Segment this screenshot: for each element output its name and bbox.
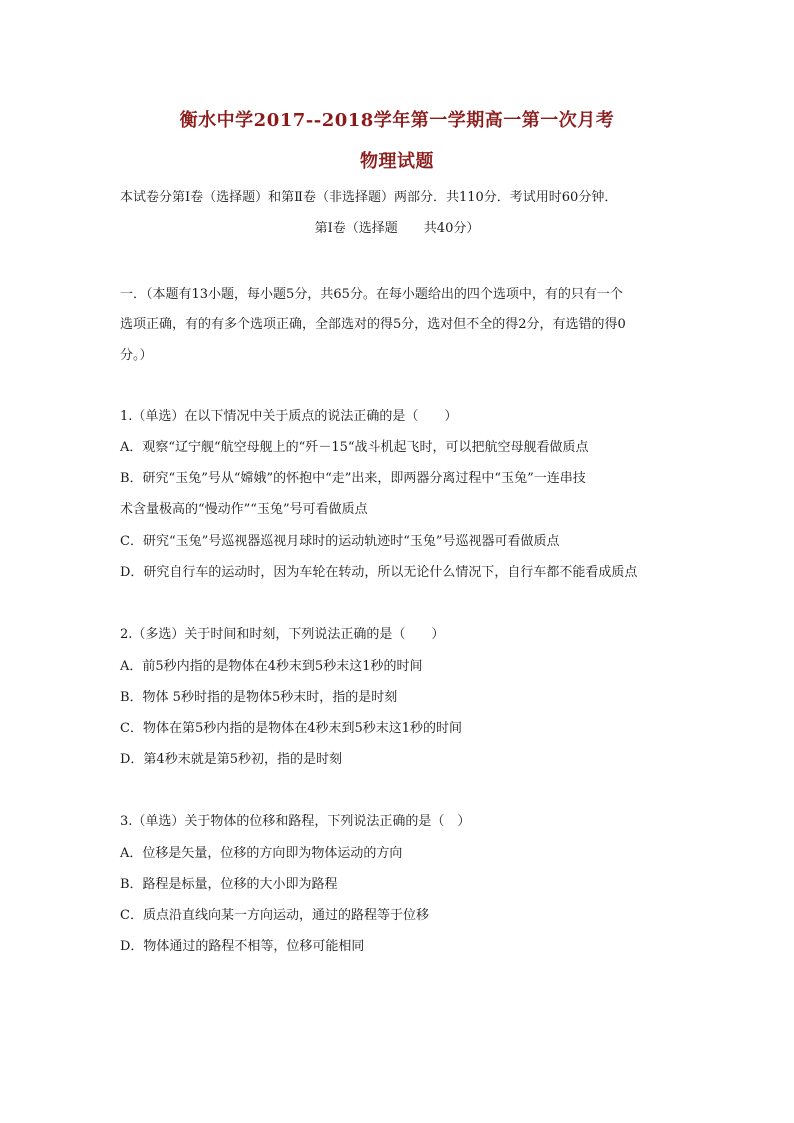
part-title: 第Ⅰ卷（选择题 共40分） xyxy=(314,221,480,236)
question-1-option-a: A．观察“辽宁舰“航空母舰上的“歼－15“战斗机起飞时，可以把航空母舰看做质点 xyxy=(120,440,589,455)
question-1-stem: 1.（单选）在以下情况中关于质点的说法正确的是（ ） xyxy=(120,409,458,424)
question-2-option-c: C．物体在第5秒内指的是物体在4秒末到5秒末这1秒的时间 xyxy=(120,721,463,736)
question-3-stem: 3.（单选）关于物体的位移和路程，下列说法正确的是（ ） xyxy=(120,814,471,829)
question-1-option-b-continued: 术含量极高的“慢动作”“玉兔”号可看做质点 xyxy=(120,502,368,517)
question-3-option-d: D．物体通过的路程不相等，位移可能相同 xyxy=(120,939,365,954)
question-2-option-d: D．第4秒末就是第5秒初，指的是时刻 xyxy=(120,752,342,767)
question-1-option-c: C．研究“玉兔”号巡视器巡视月球时的运动轨迹时“玉兔”号巡视器可看做质点 xyxy=(120,534,560,549)
question-3-option-b: B．路程是标量，位移的大小即为路程 xyxy=(120,877,338,892)
section-instruction-line-2: 选项正确，有的有多个选项正确，全部选对的得5分，选对但不全的得2分，有选错的得0 xyxy=(120,317,626,332)
question-1-option-b: B．研究“玉兔”号从“嫦娥”的怀抱中“走”出来，即两器分离过程中“玉兔”一连串技 xyxy=(120,471,586,486)
exam-title: 衡水中学2017--2018学年第一学期高一第一次月考 xyxy=(179,110,615,131)
question-2-option-a: A．前5秒内指的是物体在4秒末到5秒末这1秒的时间 xyxy=(120,659,423,674)
question-1-option-d: D．研究自行车的运动时，因为车轮在转动，所以无论什么情况下，自行车都不能看成质点 xyxy=(120,565,638,580)
exam-intro: 本试卷分第Ⅰ卷（选择题）和第Ⅱ卷（非选择题）两部分．共110分．考试用时60分钟． xyxy=(120,190,618,205)
subject-title: 物理试题 xyxy=(360,151,434,172)
question-3-option-a: A．位移是矢量，位移的方向即为物体运动的方向 xyxy=(120,846,403,861)
question-2-stem: 2.（多选）关于时间和时刻，下列说法正确的是（ ） xyxy=(120,627,445,642)
section-instruction-line-3: 分。） xyxy=(120,348,153,363)
question-3-option-c: C．质点沿直线向某一方向运动，通过的路程等于位移 xyxy=(120,908,429,923)
question-2-option-b: B．物体 5秒时指的是物体5秒末时，指的是时刻 xyxy=(120,690,398,705)
section-instruction-line-1: 一．（本题有13小题，每小题5分，共65分。在每小题给出的四个选项中，有的只有一个 xyxy=(120,287,623,302)
